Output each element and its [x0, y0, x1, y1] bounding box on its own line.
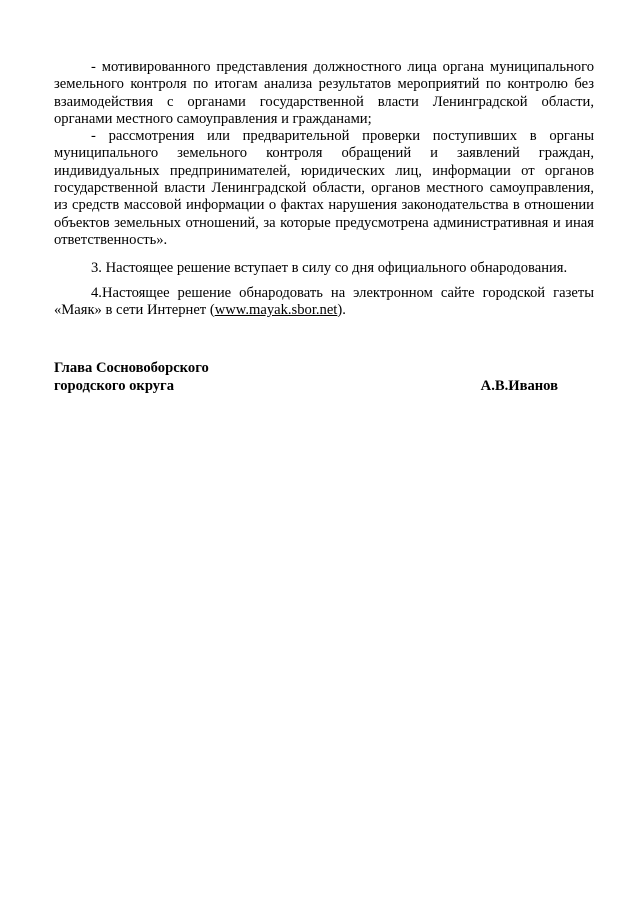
- signatory-name: А.В.Иванов: [480, 377, 558, 394]
- paragraph-effective-date: 3. Настоящее решение вступает в силу со дня официального обнародования.: [91, 260, 568, 277]
- publication-text-before: 4.Настоящее решение обнародовать на электронном сайте городской газеты «Маяк» в сети Интернет (: [54, 284, 594, 318]
- paragraph-review-of-appeals: - рассмотрения или предварительной проверки поступивших в органы муниципального земельного контроля обращений и заявлений граждан, индивидуальных предпринимателей, юридических лиц, информации от органов государственной власти Ленинградской области, органов местного самоуправления, из средств массовой информации о фактах нарушения законодательства в отношении объектов земельных отношений, за которые предусмотрена административная и иная ответственность».: [54, 128, 594, 248]
- document-body: [54, 59, 594, 319]
- paragraph-publication: [54, 285, 594, 320]
- signature-block: [54, 360, 558, 395]
- signatory-title-line1: Глава Сосновоборского: [54, 360, 209, 376]
- publication-text-after: ).: [337, 301, 346, 318]
- paragraph-motivated-submission: - мотивированного представления должностного лица органа муниципального земельного контроля по итогам анализа результатов мероприятий по контролю без взаимодействия с органами государственной власти Ленинградской области, органами местного самоуправления и гражданами;: [54, 59, 594, 127]
- signatory-title-line2: городского округа: [54, 377, 174, 394]
- website-link[interactable]: www.mayak.sbor.net: [214, 301, 338, 318]
